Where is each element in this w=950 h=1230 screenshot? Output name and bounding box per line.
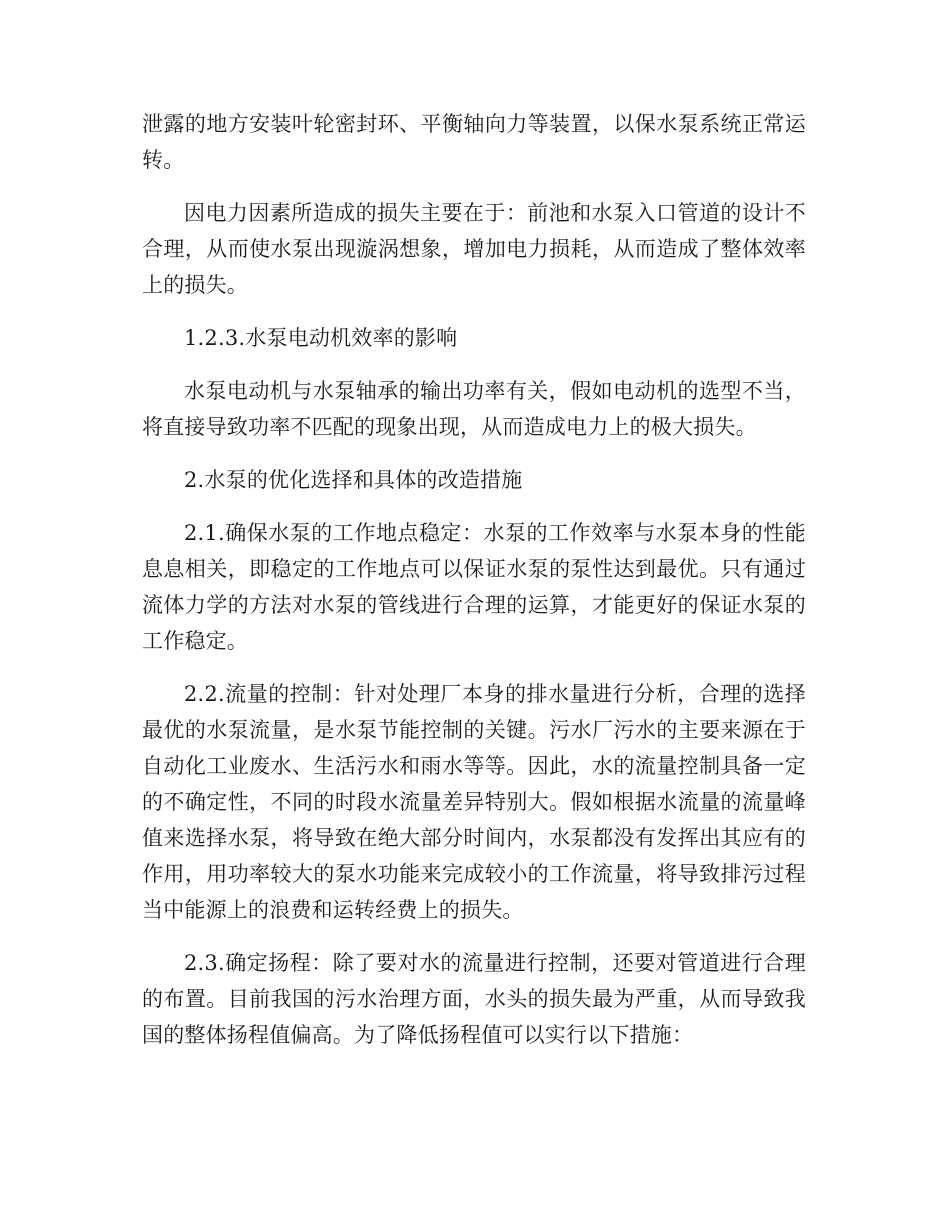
paragraph-2-2: 2.2.流量的控制：针对处理厂本身的排水量进行分析，合理的选择最优的水泵流量，是水泵节能控制的关键。污水厂污水的主要来源在于自动化工业废水、生活污水和雨水等等。因此，水的流量控制具备一定的不确定性，不同的时段水流量差异特别大。假如根据水流量的流量峰值来选择水泵，将导致在绝大部分时间内，水泵都没有发挥出其应有的作用，用功率较大的泵水功能来完成较小的工作流量，将导致排污过程当中能源上的浪费和运转经费上的损失。 bbox=[142, 682, 806, 922]
section-heading-1-2-3: 1.2.3.水泵电动机效率的影响 bbox=[184, 326, 458, 350]
paragraph-2-1: 2.1.确保水泵的工作地点稳定：水泵的工作效率与水泵本身的性能息息相关，即稳定的工作地点可以保证水泵的泵性达到最优。只有通过流体力学的方法对水泵的管线进行合理的运算，才能更好的保证水泵的工作稳定。 bbox=[142, 521, 806, 653]
paragraph-continuation: 泄露的地方安装叶轮密封环、平衡轴向力等装置，以保水泵系统正常运转。 bbox=[142, 112, 806, 172]
document-body bbox=[142, 106, 806, 1070]
section-heading-2: 2.水泵的优化选择和具体的改造措施 bbox=[184, 468, 523, 492]
paragraph-power-loss: 因电力因素所造成的损失主要在于：前池和水泵入口管道的设计不合理，从而使水泵出现漩涡想象，增加电力损耗，从而造成了整体效率上的损失。 bbox=[142, 201, 806, 297]
paragraph-2-3: 2.3.确定扬程：除了要对水的流量进行控制，还要对管道进行合理的布置。目前我国的污水治理方面，水头的损失最为严重，从而导致我国的整体扬程值偏高。为了降低扬程值可以实行以下措施： bbox=[142, 951, 806, 1047]
paragraph-motor-efficiency: 水泵电动机与水泵轴承的输出功率有关，假如电动机的选型不当，将直接导致功率不匹配的现象出现，从而造成电力上的极大损失。 bbox=[142, 379, 806, 439]
